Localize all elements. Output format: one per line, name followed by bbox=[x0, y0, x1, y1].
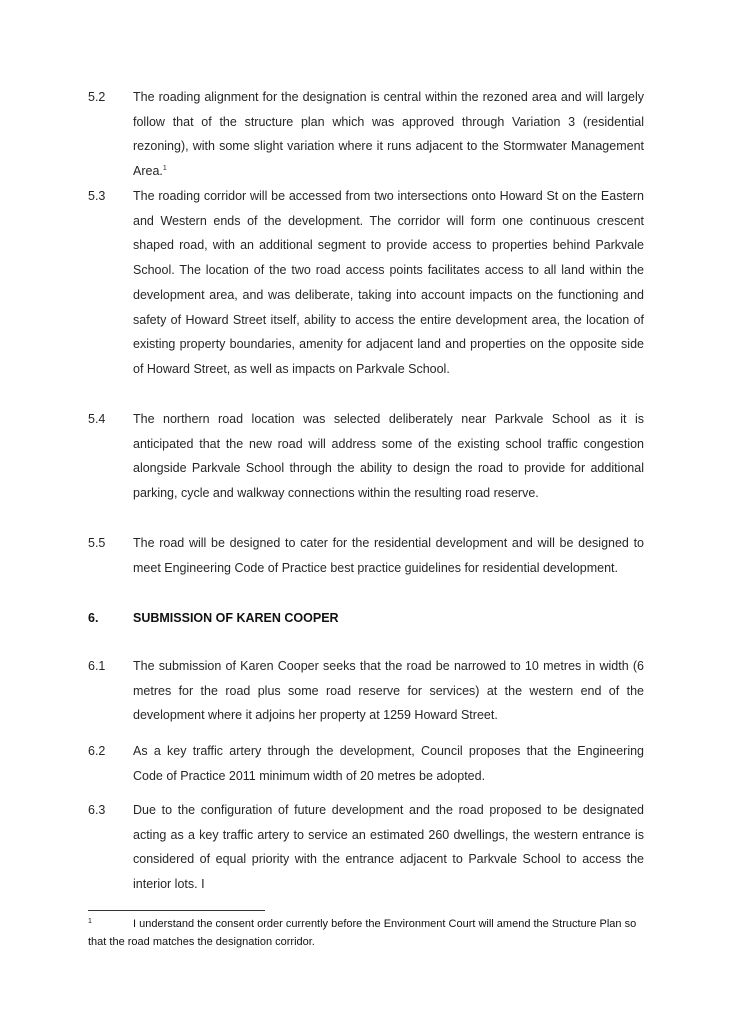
section-heading bbox=[88, 606, 339, 630]
paragraph-text: The northern road location was selected deliberately near Parkvale School as it is anticipated that the new road will address some of the existing school traffic congestion alongside Parkvale School through the ability to design the road to provide for additional parking, cycle and walkway connections within the resulting road reserve. bbox=[133, 412, 644, 501]
paragraph-number: 5.5 bbox=[88, 536, 106, 550]
paragraph-number: 5.4 bbox=[88, 412, 106, 426]
footnote bbox=[88, 915, 644, 951]
section-title: SUBMISSION OF KAREN COOPER bbox=[133, 611, 339, 625]
paragraph-number: 6.1 bbox=[88, 659, 106, 673]
paragraph-6-1 bbox=[88, 654, 644, 728]
paragraph-5-2 bbox=[88, 85, 644, 184]
paragraph-text: Due to the configuration of future development and the road proposed to be designated acting as a key traffic artery to service an estimated 260 dwellings, the western entrance is considered of equal priority with the entrance adjacent to Parkvale School to access the interior lots. I bbox=[133, 803, 644, 892]
paragraph-text: The roading corridor will be accessed from two intersections onto Howard St on the Eastern and Western ends of the development. The corridor will form one continuous crescent shaped road, with an additional segment to provide access to properties behind Parkvale School. The location of the two road access points facilitates access to all land within the development area, and was deliberate, taking into account impacts on the functioning and safety of Howard Street itself, ability to access the entire development area, the location of existing property boundaries, amenity for adjacent land and properties on the opposite side of Howard Street, as well as impacts on Parkvale School. bbox=[133, 189, 644, 376]
footnote-marker: 1 bbox=[88, 918, 92, 925]
section-number: 6. bbox=[88, 611, 99, 625]
paragraph-number: 5.2 bbox=[88, 90, 106, 104]
paragraph-number: 6.3 bbox=[88, 803, 106, 817]
paragraph-number: 5.3 bbox=[88, 189, 106, 203]
paragraph-text: The submission of Karen Cooper seeks that the road be narrowed to 10 metres in width (6 metres for the road plus some road reserve for services) at the western end of the development where it adjoins her property at 1259 Howard Street. bbox=[133, 659, 644, 723]
paragraph-text: The roading alignment for the designation is central within the rezoned area and will largely follow that of the structure plan which was approved through Variation 3 (residential rezoning), with some slight variation where it runs adjacent to the Stormwater Management Area. bbox=[133, 90, 644, 179]
footnote-divider bbox=[88, 910, 265, 911]
footnote-reference[interactable]: 1 bbox=[162, 165, 167, 173]
footnote-text: I understand the consent order currently before the Environment Court will amend the Structure Plan so that the road matches the designation corridor. bbox=[88, 918, 637, 948]
paragraph-text: As a key traffic artery through the development, Council proposes that the Engineering Code of Practice 2011 minimum width of 20 metres be adopted. bbox=[133, 744, 644, 783]
paragraph-text: The road will be designed to cater for the residential development and will be designed to meet Engineering Code of Practice best practice guidelines for residential development. bbox=[133, 536, 644, 575]
paragraph-6-2 bbox=[88, 739, 644, 788]
paragraph-5-5 bbox=[88, 531, 644, 580]
paragraph-5-3 bbox=[88, 184, 644, 382]
paragraph-6-3 bbox=[88, 798, 644, 897]
paragraph-5-4 bbox=[88, 407, 644, 506]
paragraph-number: 6.2 bbox=[88, 744, 106, 758]
